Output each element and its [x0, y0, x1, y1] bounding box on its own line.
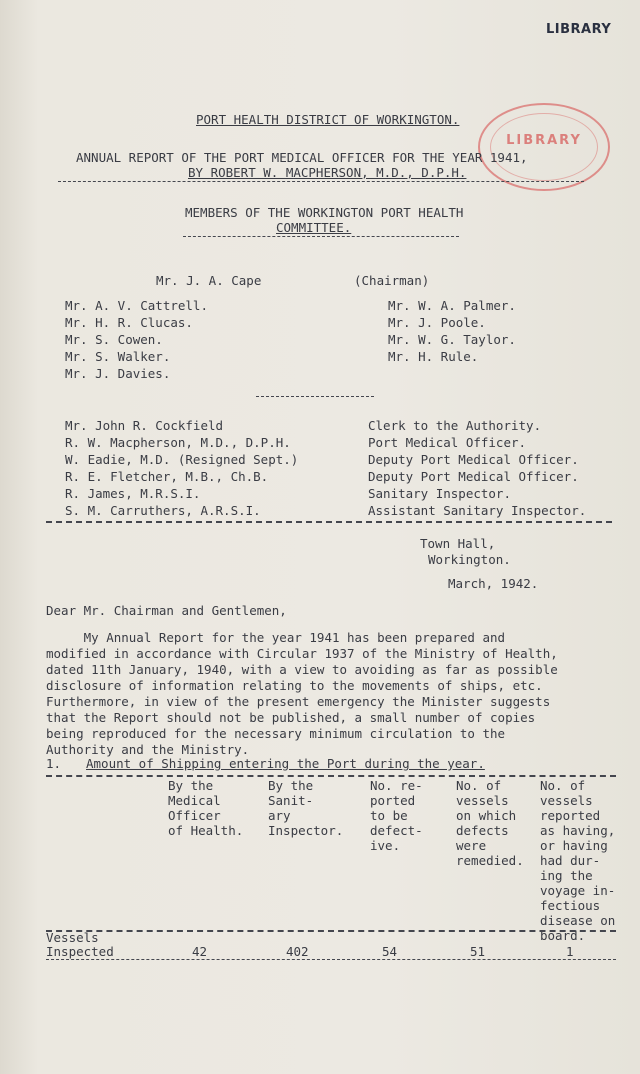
officer-name: Mr. John R. Cockfield: [65, 418, 224, 433]
section-title: Amount of Shipping entering the Port during the year.: [86, 756, 485, 771]
officer-role: Deputy Port Medical Officer.: [368, 469, 579, 484]
table-header-sanitary-inspector: By the Sanit- ary Inspector.: [268, 778, 344, 838]
letter-date: March, 1942.: [448, 576, 539, 591]
member-item: Mr. A. V. Cattrell.: [65, 298, 208, 313]
table-top-rule: [46, 775, 616, 777]
officer-name: S. M. Carruthers, A.R.S.I.: [65, 503, 261, 518]
address-line2: Workington.: [428, 552, 511, 567]
body-line: being reproduced for the necessary minimum circulation to the: [46, 726, 506, 741]
officer-role: Sanitary Inspector.: [368, 486, 511, 501]
value-reported-defective: 54: [382, 944, 398, 959]
table-header-infectious-disease: No. of vessels reported as having, or having had dur- ing the voyage in- fectious disease on board.: [540, 778, 616, 943]
document-title: PORT HEALTH DISTRICT OF WORKINGTON.: [196, 112, 460, 127]
value-sanitary-inspector: 402: [286, 944, 309, 959]
body-line: Furthermore, in view of the present emergency the Minister suggests: [46, 694, 551, 709]
officer-role: Clerk to the Authority.: [368, 418, 542, 433]
table-header-medical-officer: By the Medical Officer of Health.: [168, 778, 244, 838]
officer-role: Deputy Port Medical Officer.: [368, 452, 579, 467]
table-header-reported-defective: No. re- ported to be defect- ive.: [370, 778, 423, 853]
officer-name: W. Eadie, M.D. (Resigned Sept.): [65, 452, 299, 467]
member-item: Mr. J. Davies.: [65, 366, 171, 381]
member-item: Mr. J. Poole.: [388, 315, 486, 330]
body-line: modified in accordance with Circular 1937 of the Ministry of Health,: [46, 646, 558, 661]
stamp-text: LIBRARY: [506, 133, 582, 148]
member-item: Mr. H. R. Clucas.: [65, 315, 193, 330]
officer-name: R. James, M.R.S.I.: [65, 486, 201, 501]
value-medical-officer: 42: [192, 944, 208, 959]
section-divider: [46, 521, 612, 523]
member-item: Mr. S. Cowen.: [65, 332, 163, 347]
members-divider: [256, 396, 374, 397]
member-item: Mr. W. G. Taylor.: [388, 332, 516, 347]
member-item: Mr. W. A. Palmer.: [388, 298, 516, 313]
report-heading-line2: BY ROBERT W. MACPHERSON, M.D., D.P.H.: [188, 165, 467, 180]
body-line: that the Report should not be published, a small number of copies: [46, 710, 536, 725]
row-label-line2: Inspected: [46, 944, 114, 959]
officer-name: R. W. Macpherson, M.D., D.P.H.: [65, 435, 291, 450]
chairman-name: Mr. J. A. Cape: [156, 273, 262, 288]
officer-name: R. E. Fletcher, M.B., Ch.B.: [65, 469, 269, 484]
library-label: LIBRARY: [546, 22, 612, 37]
section-number: 1.: [46, 756, 62, 771]
library-stamp: [478, 103, 610, 191]
officer-role: Port Medical Officer.: [368, 435, 527, 450]
members-heading-line2: COMMITTEE.: [276, 220, 352, 235]
body-line: disclosure of information relating to the movements of ships, etc.: [46, 678, 543, 693]
table-header-defects-remedied: No. of vessels on which defects were remedied.: [456, 778, 524, 868]
member-item: Mr. H. Rule.: [388, 349, 479, 364]
heading-rule: [58, 181, 584, 182]
table-bottom-rule: [46, 959, 616, 960]
report-heading-line1: ANNUAL REPORT OF THE PORT MEDICAL OFFICER FOR THE YEAR 1941,: [76, 150, 528, 165]
address-line1: Town Hall,: [420, 536, 496, 551]
body-line: My Annual Report for the year 1941 has been prepared and: [46, 630, 506, 645]
value-defects-remedied: 51: [470, 944, 486, 959]
row-label-line1: Vessels: [46, 930, 99, 945]
member-item: Mr. S. Walker.: [65, 349, 171, 364]
table-mid-rule: [46, 930, 616, 932]
officer-role: Assistant Sanitary Inspector.: [368, 503, 587, 518]
value-infectious-disease: 1: [566, 944, 574, 959]
body-line: dated 11th January, 1940, with a view to avoiding as far as possible: [46, 662, 558, 677]
chairman-role: (Chairman): [354, 273, 430, 288]
members-heading-line1: MEMBERS OF THE WORKINGTON PORT HEALTH: [185, 205, 464, 220]
body-line: Authority and the Ministry.: [46, 742, 250, 757]
salutation: Dear Mr. Chairman and Gentlemen,: [46, 603, 287, 618]
members-rule: [183, 236, 459, 237]
